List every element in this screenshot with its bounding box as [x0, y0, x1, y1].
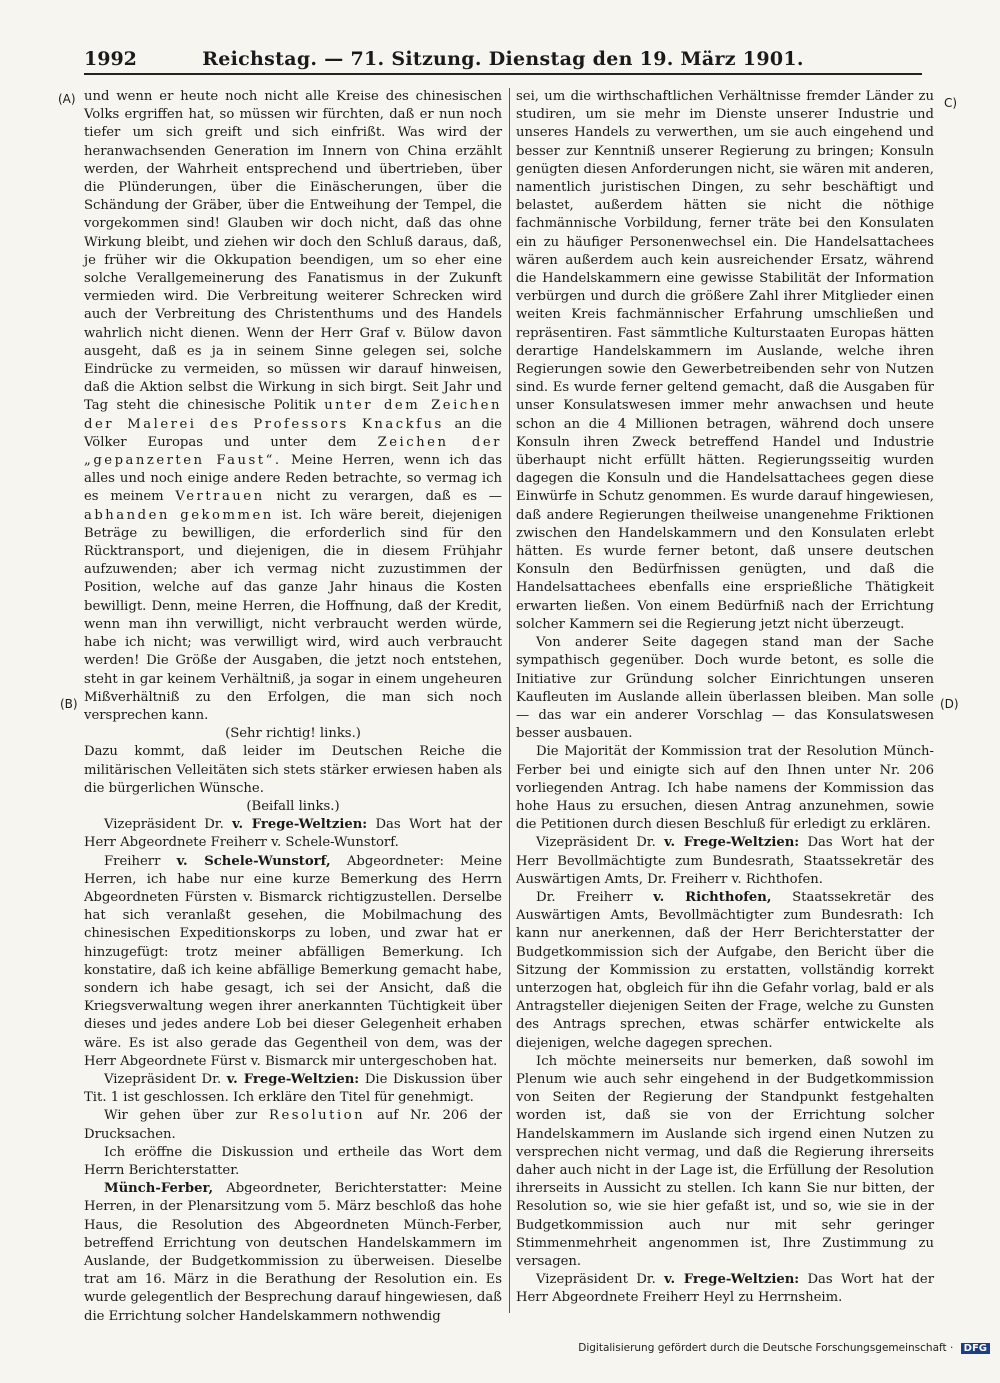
speaker-paragraph: Vizepräsident Dr. v. Frege-Weltzien: Das Wort hat der Herr Abgeordnete Freiherr Heyl zu Herrnsheim. — [516, 1272, 934, 1306]
paragraph: Von anderer Seite dagegen stand man der Sache sympathisch gegenüber. Doch wurde betont, es solle die Initiative zur Gründung solcher Einrichtungen unseren Kaufleuten im Auslande allein überlassen bleiben. Man solle — das war ein anderer Vorschlag — das Konsulatswesen besser ausbauen. — [516, 635, 934, 742]
paragraph: Wir gehen über zur Resolution auf Nr. 206 der Drucksachen. — [84, 1108, 503, 1142]
margin-marker-b: (B) — [60, 697, 78, 711]
speaker-paragraph: Freiherr v. Schele-Wunstorf, Abgeordneter: Meine Herren, ich habe nur eine kurze Bemerkung des Herrn Abgeordneten Fürsten v. Bismarck richtigzustellen. Derselbe hat sich veranlaßt gesehen, die Mobilmachung des chinesischen Expeditionskorps zu loben, und zwar hat er hinzugefügt: trotz meiner abfälligen Bemerkung. Ich konstatire, daß ich keine abfällige Bemerkung gemacht habe, sondern ich habe gesagt, ich sei der Ansicht, daß die Kriegsverwaltung wegen ihrer anerkannten Tüchtigkeit über dieses und jedes andere Lob bei dieser Gelegenheit erhaben wäre. Es ist also gerade das Gegentheil von dem, was der Herr Abgeordnete Fürst v. Bismarck mir untergeschoben hat. — [84, 853, 502, 1069]
paragraph: sei, um die wirthschaftlichen Verhältnisse fremder Länder zu studiren, um sie mehr im Dienste unserer Industrie und unseres Handels zu verwerthen, um sie auch eingehend und besser zur Kenntniß unserer Regierung zu bringen; Konsuln genügten diesen Anforderungen nicht, sie wären mit anderen, namentlich juristischen Dingen, zu sehr beschäftigt und belastet, außerdem hätten sie nicht die nöthige fachmännische Vorbildung, ferner träte bei den Konsulaten ein zu häufiger Personenwechsel ein. Die Handelsattachees wären außerdem auch kein ausreichender Ersatz, während die Handelskammern eine gewisse Stabilität der Information verbürgen und durch die größere Zahl ihrer Mitglieder einen weiten Kreis fachmännischer Erfahrung umschließen und repräsentiren. Fast sämmtliche Kulturstaaten Europas hätten derartige Handelskammern im Auslande, welche ihren Regierungen sowie den Gewerbetreibenden sehr von Nutzen sind. Es wurde ferner geltend gemacht, daß die Ausgaben für unser Konsulatswesen immer mehr anwachsen und heute schon an die 4 Millionen betragen, während doch unsere Konsuln ihren Zweck betreffend Handel und Industrie überhaupt nicht erfüllt hätten. Regierungsseitig wurden dagegen die Konsuln und die Handelsattachees gegen diese Einwürfe in Schutz genommen. Es wurde darauf hingewiesen, daß andere Regierungen theilweise unangenehme Friktionen zwischen den Handelskammern und den Konsulaten erlebt hätten. Es wurde ferner betont, daß unsere deutschen Konsuln den Bedürfnissen genügten, und daß die Handelsattachees ebenfalls eine ersprießliche Thätigkeit erwarten ließen. Von einem Bedürfniß nach der Errichtung solcher Kammern sei die Regierung jetzt nicht überzeugt. — [516, 89, 934, 632]
speaker-name: v. Frege-Weltzien: — [232, 817, 368, 833]
speaker-paragraph: Vizepräsident Dr. v. Frege-Weltzien: Das Wort hat der Herr Abgeordnete Freiherr v. Schele-Wunstorf. — [84, 817, 502, 851]
footer-text: Digitalisierung gefördert durch die Deutsche Forschungsgemeinschaft · — [578, 1342, 954, 1354]
dfg-logo-icon: DFG — [961, 1343, 990, 1354]
interjection: (Beifall links.) — [246, 798, 340, 814]
speaker-paragraph: Vizepräsident Dr. v. Frege-Weltzien: Die Diskussion über Tit. 1 ist geschlossen. Ich erkläre den Titel für genehmigt. — [84, 1071, 502, 1106]
page-header — [84, 44, 922, 70]
paragraph: Dazu kommt, daß leider im Deutschen Reiche die militärischen Velleitäten sich stets stärker erwiesen haben als die bürgerlichen Wünsche. — [84, 744, 502, 796]
page-title: Reichstag. — 71. Sitzung. Dienstag den 19. März 1901. — [202, 48, 804, 70]
speaker-paragraph: Dr. Freiherr v. Richthofen, Staatssekretär des Auswärtigen Amts, Bevollmächtigter zum Bundesrath: Ich kann nur anerkennen, daß der Herr Berichterstatter der Budgetkommission sich der Aufgabe, den Bericht über die Sitzung der Kommission zu erstatten, vollständig korrekt unterzogen hat, obgleich für ihn die Gefahr vorlag, bald er als Antragsteller diejenigen Seiten der Frage, welche zu Gunsten des Antrags sprechen, etwas schärfer entwickelte als diejenigen, welche dagegen sprechen. — [516, 889, 935, 1051]
paragraph: und wenn er heute noch nicht alle Kreise des chinesischen Volks ergriffen hat, so müssen wir fürchten, daß er nun noch tiefer um sich greift und sich einfrißt. Was wird der heranwachsenden Generation im Innern von China erzählt werden, der Wahrheit entsprechend und übertrieben, über die Plünderungen, über die Einäscherungen, über die Schändung der Gräber, über die Entweihung der Tempel, die vorgekommen sind! Glauben wir doch nicht, daß das ohne Wirkung bleibt, und ziehen wir doch den Schluß daraus, daß, je früher wir die Okkupation beendigen, um so eher eine solche Verallgemeinerung des Fanatismus in der Zukunft vermieden wird. Die Verbreitung weiterer Schrecken wird auch der Verbreitung des Christenthums und des Handels wahrlich nicht dienen. Wenn der Herr Graf v. Bülow davon ausgeht, daß es ja in seinem Sinne gelegen sei, solche Eindrücke zu vermeiden, so müssen wir darauf hinweisen, daß die Aktion selbst die Wirkung in sich birgt. Seit Jahr und Tag steht die chinesische Politik unter dem Zeichen der Malerei des Professors Knackfus an die Völker Europas und unter dem Zeichen der „gepanzerten Faust“. Meine Herren, wenn ich das alles und noch einige andere Reden betrachte, so vermag ich es meinem Vertrauen nicht zu verargen, daß es — abhanden gekommen ist. Ich wäre bereit, diejenigen Beträge zu bewilligen, die erforderlich sind für den Rücktransport, und diejenigen, die in diesem Frühjahr aufzuwenden; aber ich vermag nicht zuzustimmen der Position, welche auf das ganze Jahr hinaus die Kosten bewilligt. Denn, meine Herren, die Hoffnung, daß der Kredit, wenn man ihn verwilligt, nicht verbraucht werden würde, habe ich nicht; was verwilligt wird, wird auch verbraucht werden! Die Größe der Ausgaben, die jetzt noch entstehen, steht in gar keinem Verhältniß, ja sogar in einem ungeheuren Mißverhältniß zu den Erfolgen, die man sich noch versprechen kann. — [84, 89, 502, 723]
footer-credit — [560, 1342, 990, 1354]
speaker-name: v. Frege-Weltzien: — [226, 1071, 360, 1087]
speaker-name: v. Schele-Wunstorf, — [176, 853, 331, 869]
page-number: 1992 — [84, 48, 137, 70]
paragraph: Ich eröffne die Diskussion und ertheile das Wort dem Herrn Berichterstatter. — [84, 1144, 502, 1178]
right-column — [516, 88, 934, 1308]
speaker-paragraph: Münch-Ferber, Abgeordneter, Berichterstatter: Meine Herren, in der Plenarsitzung vom 5. März beschloß das hohe Haus, die Resolution des Abgeordneten Münch-Ferber, betreffend Errichtung von deutschen Handelskammern im Auslande, der Budgetkommission zu überweisen. Dieselbe trat am 16. März in die Berathung der Resolution ein. Es wurde gelegentlich der Besprechung darauf hingewiesen, daß die Errichtung solcher Handelskammern nothwendig — [84, 1181, 502, 1324]
margin-marker-c: C) — [944, 96, 958, 110]
speaker-name: v. Frege-Weltzien: — [664, 1272, 800, 1288]
left-column — [84, 88, 502, 1326]
column-divider — [509, 88, 510, 1313]
speaker-paragraph: Vizepräsident Dr. v. Frege-Weltzien: Das Wort hat der Herr Bevollmächtigte zum Bundesrath, Staatssekretär des Auswärtigen Amts, Dr. Freiherr v. Richthofen. — [516, 835, 934, 887]
margin-marker-d: (D) — [940, 697, 959, 711]
paragraph: Die Majorität der Kommission trat der Resolution Münch-Ferber bei und einigte sich auf den Ihnen unter Nr. 206 vorliegenden Antrag. Ich habe namens der Kommission das hohe Haus zu ersuchen, diesen Antrag anzunehmen, sowie die Petitionen durch diesen Beschluß für erledigt zu erklären. — [516, 744, 934, 833]
margin-marker-a: (A) — [58, 92, 76, 106]
speaker-name: v. Richthofen, — [653, 889, 772, 905]
speaker-name: v. Frege-Weltzien: — [664, 835, 800, 851]
interjection: (Sehr richtig! links.) — [225, 726, 361, 742]
paragraph: Ich möchte meinerseits nur bemerken, daß sowohl im Plenum wie auch sehr eingehend in der Budgetkommission von Seiten der Regierung der Standpunkt festgehalten worden ist, daß sie von der Errichtung solcher Handelskammern im Auslande sich irgend einen Nutzen zu versprechen nicht vermag, und daß die Regierung ihrerseits daher auch nicht in der Lage ist, die Erfüllung der Resolution ihrerseits in Aussicht zu stellen. Ich kann Sie nur bitten, der Resolution so, wie sie hier gefaßt ist, und so, wie sie in der Budgetkommission auch nur mit sehr geringer Stimmenmehrheit angenommen ist, Ihre Zustimmung zu versagen. — [516, 1053, 934, 1269]
speaker-name: Münch-Ferber, — [104, 1181, 214, 1197]
header-rule — [84, 73, 922, 75]
